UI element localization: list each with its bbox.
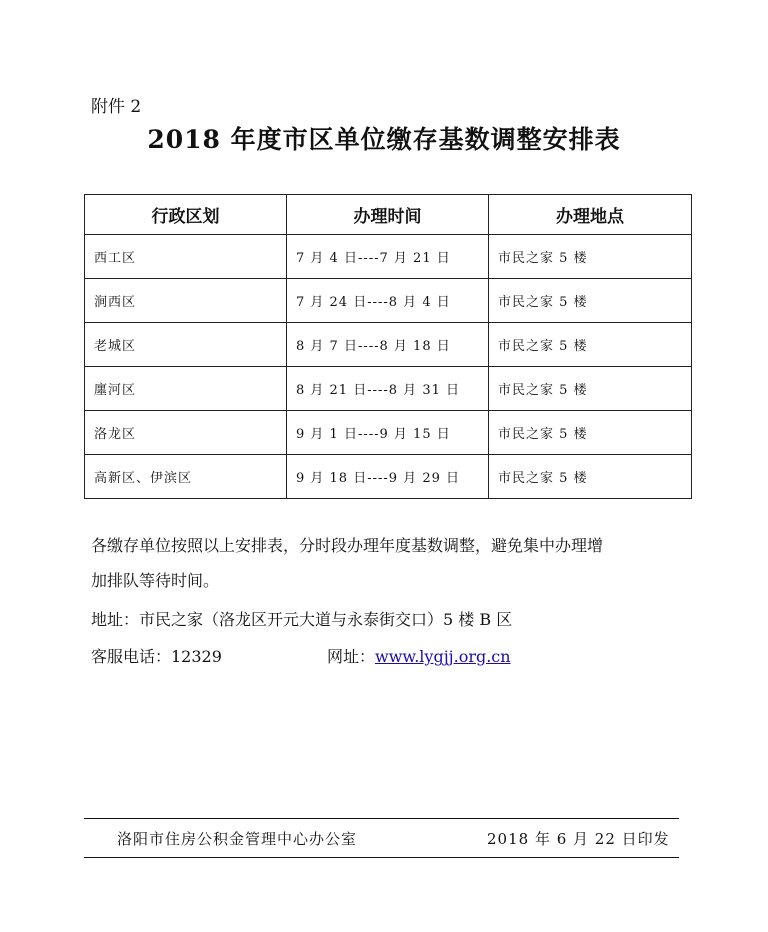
cell-district: 高新区、伊滨区 [85,455,287,499]
schedule-table [84,194,692,499]
footer-divider-bottom [84,857,679,858]
website-label: 网址： [327,647,376,666]
table-header-row [85,195,692,235]
cell-location: 市民之家 5 楼 [489,279,692,323]
cell-time: 7 月 4 日----7 月 21 日 [287,235,489,279]
cell-district: 洛龙区 [85,411,287,455]
cell-location: 市民之家 5 楼 [489,323,692,367]
page-title: 2018 年度市区单位缴存基数调整安排表 [147,125,621,154]
cell-district: 老城区 [85,323,287,367]
cell-time: 8 月 7 日----8 月 18 日 [287,323,489,367]
address-text: 地址：市民之家（洛龙区开元大道与永泰街交口）5 楼 B 区 [91,610,513,629]
cell-time: 9 月 18 日----9 月 29 日 [287,455,489,499]
table-row [85,411,692,455]
cell-location: 市民之家 5 楼 [489,235,692,279]
header-district: 行政区划 [85,195,287,235]
contact-line [91,644,681,667]
cell-time: 7 月 24 日----8 月 4 日 [287,279,489,323]
cell-district: 西工区 [85,235,287,279]
table-row [85,279,692,323]
attachment-label: 附件 2 [91,97,142,117]
cell-location: 市民之家 5 楼 [489,411,692,455]
notice-line-2: 加排队等待时间。 [91,571,220,590]
cell-time: 9 月 1 日----9 月 15 日 [287,411,489,455]
header-time: 办理时间 [287,195,489,235]
notice-line-1: 各缴存单位按照以上安排表，分时段办理年度基数调整，避免集中办理增 [91,536,604,555]
cell-time: 8 月 21 日----8 月 31 日 [287,367,489,411]
cell-location: 市民之家 5 楼 [489,455,692,499]
cell-location: 市民之家 5 楼 [489,367,692,411]
footer-organization: 洛阳市住房公积金管理中心办公室 [117,830,358,848]
cell-district: 涧西区 [85,279,287,323]
phone-text: 客服电话：12329 [91,647,222,666]
footer-date: 2018 年 6 月 22 日印发 [487,830,670,848]
website-link[interactable]: www.lygjj.org.cn [375,647,511,666]
cell-district: 廛河区 [85,367,287,411]
table-row [85,235,692,279]
table-row [85,455,692,499]
header-location: 办理地点 [489,195,692,235]
table-row [85,367,692,411]
footer-divider-top [84,818,679,819]
table-row [85,323,692,367]
